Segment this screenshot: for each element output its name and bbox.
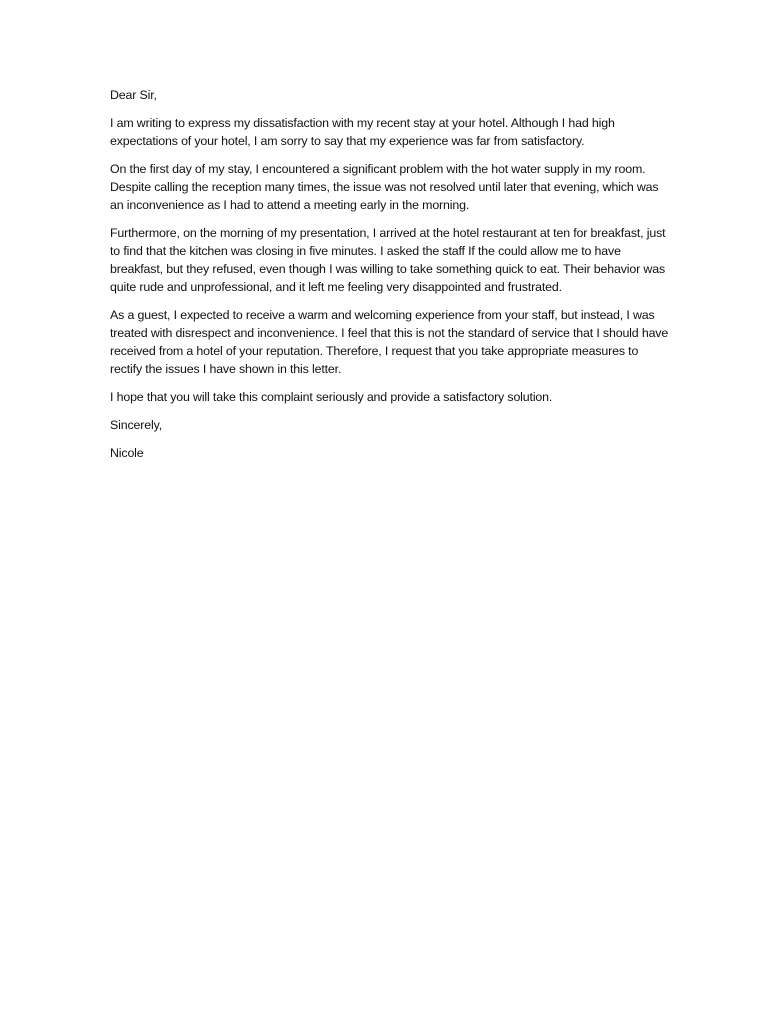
- letter-closing: Sincerely,: [110, 418, 162, 432]
- letter-signature: Nicole: [110, 446, 144, 460]
- letter-paragraph-3: Furthermore, on the morning of my presentation, I arrived at the hotel restaurant at ten for breakfast, just to find that the kitchen was closing in five minutes. I asked the staff If the could allow me to have breakfast, but they refused, even though I was willing to take something quick to eat. Their behavior was quite rude and unprofessional, and it left me feeling very disappointed and frustrated.: [110, 226, 666, 294]
- letter-paragraph-1: I am writing to express my dissatisfaction with my recent stay at your hotel. Although I had high expectations of your hotel, I am sorry to say that my experience was far from satisfactory.: [110, 116, 615, 148]
- letter-document: [110, 86, 670, 472]
- letter-paragraph-2: On the first day of my stay, I encountered a significant problem with the hot water supply in my room. Despite calling the reception many times, the issue was not resolved until later that evening, which was an inconvenience as I had to attend a meeting early in the morning.: [110, 162, 659, 212]
- letter-salutation: Dear Sir,: [110, 88, 157, 102]
- letter-paragraph-4: As a guest, I expected to receive a warm and welcoming experience from your staff, but instead, I was treated with disrespect and inconvenience. I feel that this is not the standard of service that I should have received from a hotel of your reputation. Therefore, I request that you take appropriate measures to rectify the issues I have shown in this letter.: [110, 308, 669, 376]
- letter-paragraph-5: I hope that you will take this complaint seriously and provide a satisfactory solution.: [110, 390, 553, 404]
